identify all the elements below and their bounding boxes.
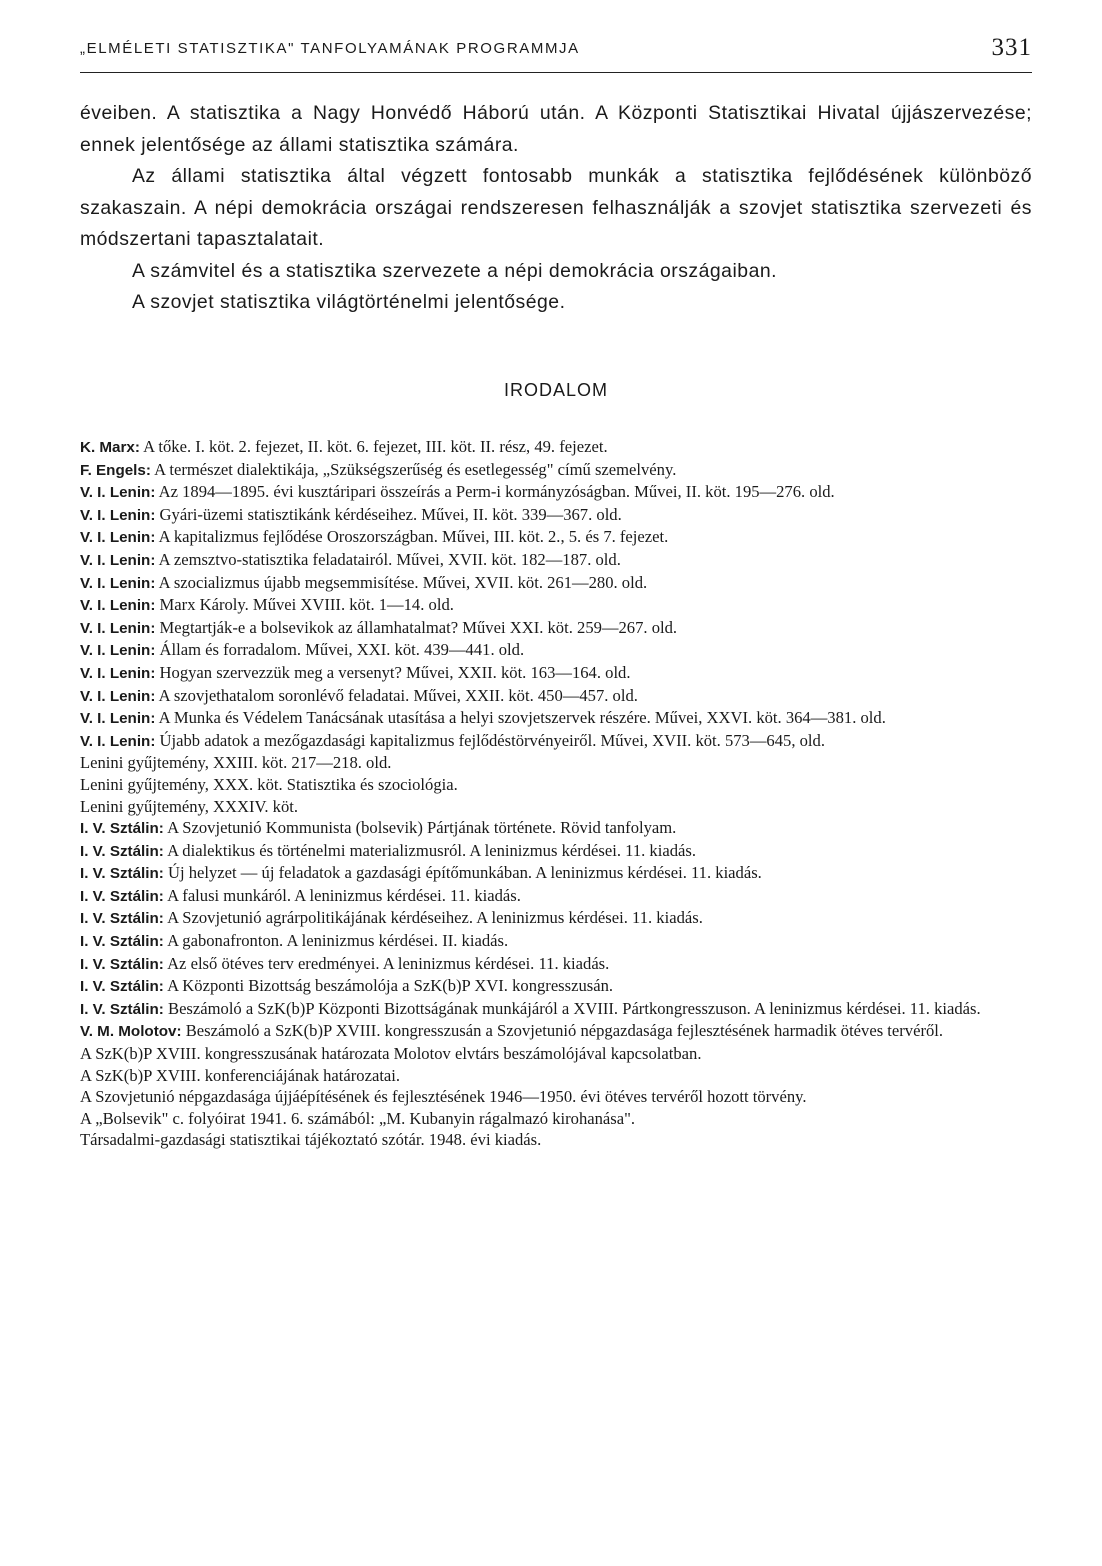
- reference-entry: [80, 774, 1032, 796]
- reference-text: A Szovjetunió agrárpolitikájának kérdéseihez. A leninizmus kérdései. 11. kiadás.: [167, 908, 703, 928]
- reference-text: Beszámoló a SzK(b)P XVIII. kongresszusán a Szovjetunió népgazdasága fejlesztésének harmadik ötéves tervéről.: [185, 1021, 944, 1041]
- reference-entry: [80, 1129, 1032, 1151]
- reference-entry: [80, 617, 1032, 640]
- reference-entry: [80, 549, 1032, 572]
- reference-entry: [80, 707, 1032, 730]
- body-paragraph: Az állami statisztika által végzett fontosabb munkák a statisztika fejlődésének különböző szakaszain. A népi demokrácia országai rendszeresen felhasználják a szovjet statisztika szervezeti és módszertani tapasztalatait.: [80, 165, 1032, 250]
- reference-text: A természet dialektikája, „Szükségszerűség és esetlegesség" című szemelvény.: [154, 459, 677, 479]
- reference-entry: [80, 885, 1032, 908]
- reference-author: V. I. Lenin:: [80, 732, 156, 750]
- reference-list: [80, 436, 1032, 1151]
- reference-text: A SzK(b)P XVIII. kongresszusának határozata Molotov elvtárs beszámolójával kapcsolatban.: [80, 1044, 702, 1064]
- reference-entry: [80, 436, 1032, 459]
- reference-entry: [80, 730, 1032, 753]
- page-header: [80, 32, 1032, 73]
- reference-entry: [80, 1043, 1032, 1065]
- section-heading-irodalom: IRODALOM: [503, 380, 608, 400]
- reference-text: A SzK(b)P XVIII. konferenciájának határozatai.: [80, 1065, 401, 1085]
- running-title: „ELMÉLETI STATISZTIKA" TANFOLYAMÁNAK PROGRAMMJA: [80, 40, 580, 57]
- reference-text: Hogyan szervezzük meg a versenyt? Művei, XXII. köt. 163—164. old.: [159, 662, 631, 682]
- reference-text: Lenini gyűjtemény, XXXIV. köt.: [80, 796, 298, 816]
- reference-entry: [80, 796, 1032, 818]
- reference-entry: [80, 1086, 1032, 1108]
- reference-author: V. I. Lenin:: [80, 710, 156, 728]
- reference-text: A kapitalizmus fejlődése Oroszországban. Művei, III. köt. 2., 5. és 7. fejezet.: [158, 527, 669, 547]
- reference-entry: [80, 1020, 1032, 1043]
- reference-author: V. I. Lenin:: [80, 687, 156, 705]
- reference-author: V. I. Lenin:: [80, 574, 156, 592]
- reference-author: I. V. Sztálin:: [80, 1000, 164, 1018]
- body-paragraph: A szovjet statisztika világtörténelmi jelentősége.: [132, 291, 566, 313]
- reference-entry: [80, 998, 1032, 1021]
- reference-author: F. Engels:: [80, 461, 151, 479]
- reference-text: A Szovjetunió népgazdasága újjáépítésének és fejlesztésének 1946—1950. évi ötéves tervéről hozott törvény.: [80, 1087, 807, 1107]
- reference-text: Lenini gyűjtemény, XXX. köt. Statisztika és szociológia.: [80, 774, 458, 794]
- reference-author: V. I. Lenin:: [80, 484, 156, 502]
- reference-entry: [80, 685, 1032, 708]
- reference-entry: [80, 662, 1032, 685]
- reference-text: Beszámoló a SzK(b)P Központi Bizottságának munkájáról a XVIII. Pártkongresszuson. A leninizmus kérdései. 11. kiadás.: [168, 998, 981, 1018]
- reference-author: V. I. Lenin:: [80, 664, 156, 682]
- reference-text: Megtartják-e a bolsevikok az államhatalmat? Művei XXI. köt. 259—267. old.: [159, 617, 678, 637]
- reference-author: V. I. Lenin:: [80, 642, 156, 660]
- reference-text: A Központi Bizottság beszámolója a SzK(b)P XVI. kongresszusán.: [167, 976, 614, 996]
- reference-entry: [80, 481, 1032, 504]
- reference-entry: [80, 975, 1032, 998]
- reference-author: K. Marx:: [80, 439, 140, 456]
- reference-entry: [80, 1108, 1032, 1130]
- reference-text: Gyári-üzemi statisztikánk kérdéseihez. Művei, II. köt. 339—367. old.: [159, 504, 622, 524]
- reference-text: A „Bolsevik" c. folyóirat 1941. 6. számából: „M. Kubanyin rágalmazó kirohanása".: [80, 1108, 636, 1128]
- reference-author: V. M. Molotov:: [80, 1023, 182, 1041]
- reference-entry: [80, 752, 1032, 774]
- reference-text: Újabb adatok a mezőgazdasági kapitalizmus fejlődéstörvényeiről. Művei, XVII. köt. 573—645, old.: [159, 730, 825, 750]
- reference-entry: [80, 504, 1032, 527]
- reference-text: A dialektikus és történelmi materializmusról. A leninizmus kérdései. 11. kiadás.: [167, 840, 696, 860]
- reference-author: I. V. Sztálin:: [80, 978, 164, 996]
- body-text: [80, 98, 1032, 319]
- reference-entry: [80, 840, 1032, 863]
- reference-text: A Munka és Védelem Tanácsának utasítása a helyi szovjetszervek részére. Művei, XXVI. köt. 364—381. old.: [158, 708, 886, 728]
- body-paragraph: A számvitel és a statisztika szervezete a népi demokrácia országaiban.: [132, 259, 778, 282]
- reference-author: I. V. Sztálin:: [80, 820, 164, 838]
- reference-author: V. I. Lenin:: [80, 619, 156, 637]
- reference-text: Marx Károly. Művei XVIII. köt. 1—14. old.: [159, 595, 454, 615]
- reference-author: V. I. Lenin:: [80, 597, 156, 615]
- reference-author: I. V. Sztálin:: [80, 933, 164, 951]
- reference-author: I. V. Sztálin:: [80, 955, 164, 973]
- reference-text: A gabonafronton. A leninizmus kérdései. II. kiadás.: [167, 931, 509, 951]
- reference-author: I. V. Sztálin:: [80, 865, 164, 883]
- reference-text: Lenini gyűjtemény, XXIII. köt. 217—218. old.: [80, 753, 392, 773]
- reference-entry: [80, 953, 1032, 976]
- reference-text: A zemsztvo-statisztika feladatairól. Művei, XVII. köt. 182—187. old.: [158, 549, 621, 569]
- reference-text: Új helyzet — új feladatok a gazdasági építőmunkában. A leninizmus kérdései. 11. kiadás.: [168, 863, 762, 883]
- reference-author: I. V. Sztálin:: [80, 910, 164, 928]
- reference-author: I. V. Sztálin:: [80, 887, 164, 905]
- reference-text: A szocializmus újabb megsemmisítése. Művei, XVII. köt. 261—280. old.: [158, 572, 648, 592]
- reference-author: I. V. Sztálin:: [80, 842, 164, 860]
- reference-text: A falusi munkáról. A leninizmus kérdései. 11. kiadás.: [167, 885, 521, 905]
- reference-author: V. I. Lenin:: [80, 529, 156, 547]
- reference-text: A szovjethatalom soronlévő feladatai. Művei, XXII. köt. 450—457. old.: [158, 685, 638, 705]
- reference-entry: [80, 930, 1032, 953]
- reference-text: Az első ötéves terv eredményei. A leninizmus kérdései. 11. kiadás.: [167, 953, 610, 973]
- reference-entry: [80, 572, 1032, 595]
- reference-text: Állam és forradalom. Művei, XXI. köt. 439—441. old.: [159, 640, 525, 660]
- reference-entry: [80, 639, 1032, 662]
- reference-author: V. I. Lenin:: [80, 506, 156, 524]
- reference-entry: [80, 459, 1032, 482]
- reference-text: Társadalmi-gazdasági statisztikai tájékoztató szótár. 1948. évi kiadás.: [80, 1130, 542, 1150]
- reference-entry: [80, 1065, 1032, 1087]
- body-paragraph: éveiben. A statisztika a Nagy Honvédő Háború után. A Központi Statisztikai Hivatal újjászervezése; ennek jelentősége az állami statisztika számára.: [80, 102, 1032, 156]
- reference-author: V. I. Lenin:: [80, 551, 156, 569]
- reference-entry: [80, 526, 1032, 549]
- reference-entry: [80, 907, 1032, 930]
- reference-text: A Szovjetunió Kommunista (bolsevik) Pártjának története. Rövid tanfolyam.: [167, 818, 677, 838]
- reference-text: A tőke. I. köt. 2. fejezet, II. köt. 6. fejezet, III. köt. II. rész, 49. fejezet.: [143, 437, 608, 456]
- reference-entry: [80, 862, 1032, 885]
- reference-text: Az 1894—1895. évi kusztáripari összeírás a Perm-i kormányzóságban. Művei, II. köt. 195—276. old.: [158, 482, 835, 502]
- page-number: 331: [991, 34, 1032, 61]
- reference-entry: [80, 594, 1032, 617]
- reference-entry: [80, 817, 1032, 840]
